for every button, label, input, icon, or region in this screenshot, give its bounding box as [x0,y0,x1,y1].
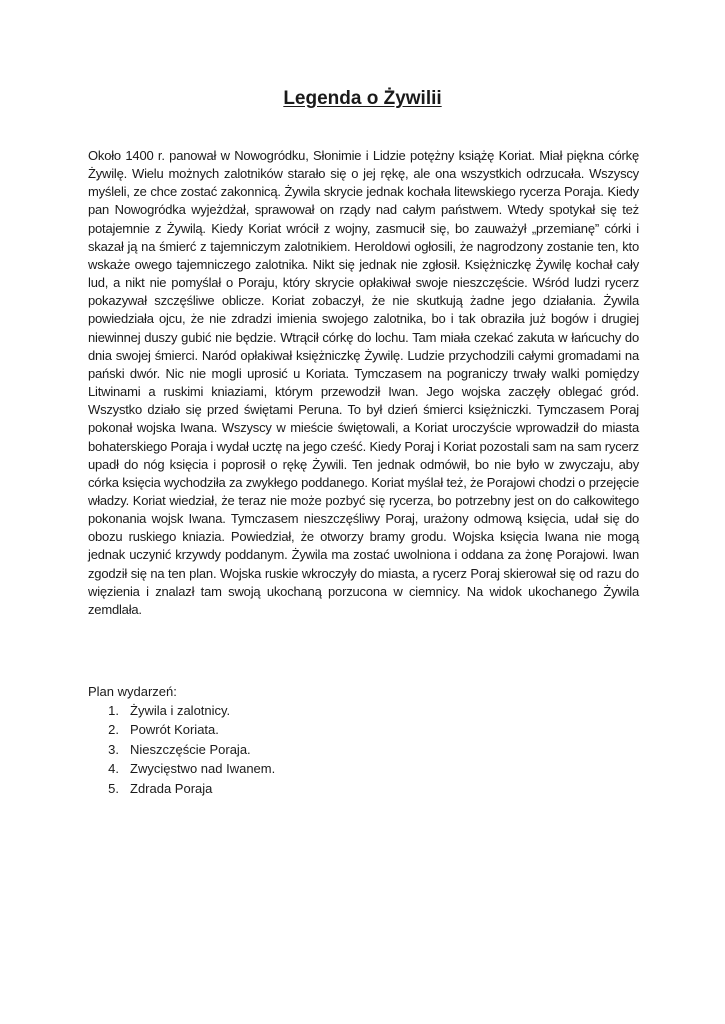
plan-list [88,701,275,798]
plan-item-number: 1. [108,703,119,718]
plan-item-text: Powrót Koriata. [130,722,219,738]
plan-item-number: 4. [108,761,119,777]
plan-item [88,740,275,759]
plan-item-text: Zdrada Poraja [130,780,213,796]
plan-item [88,701,275,720]
plan-item [88,779,275,798]
plan-item-text: Żywila i zalotnicy. [130,703,231,718]
plan-item-text: Zwycięstwo nad Iwanem. [130,761,276,777]
plan-item [88,759,275,778]
plan-heading: Plan wydarzeń: [88,684,177,699]
document-title: Legenda o Żywilii [283,88,442,109]
plan-item-number: 3. [108,741,119,757]
plan-item-number: 5. [108,780,119,796]
story-paragraph: Około 1400 r. panował w Nowogródku, Słonimie i Lidzie potężny książę Koriat. Miał piękna córkę Żywilę. Wielu możnych zalotników starało się o jej rękę, ale ona wszystkich odrzucała. Wszyscy myśleli, ze chce zostać zakonnicą. Żywila skrycie jednak kochała litewskiego rycerza Poraja. Kiedy pan Nowogródka wyjeżdżał, sprawował on rządy nad całym państwem. Wtedy spotykał się też potajemnie z Żywilą. Kiedy Koriat wrócił z wojny, zasmucił się, bo zauważył „przemianę” córki i skazał ją na śmierć z tajemniczym zalotnikiem. Heroldowi ogłosili, że nagrodzony zostanie ten, kto wskaże owego tajemniczego zalotnika. Nikt się jednak nie zgłosił. Księżniczkę Żywilę kochał cały lud, a nikt nie pomyślał o Poraju, który skrycie opłakiwał swoje nieszczęście. Wśród ludzi rycerz pokazywał szczęśliwe oblicze. Koriat zobaczył, że nie skutkują żadne jego działania. Żywila powiedziała ojcu, że nie zdradzi imienia swojego zalotnika, bo i tak obraziła już bogów i drugiej niewinnej duszy gubić nie będzie. Wtrącił córkę do lochu. Tam miała czekać zakuta w łańcuchy do dnia swojej śmierci. Naród opłakiwał księżniczkę Żywilę. Ludzie przychodzili całymi gromadami na pański dwór. Nic nie mogli uprosić u Koriata. Tymczasem na pograniczy trwały walki pomiędzy Litwinami a ruskimi kniaziami, którym przewodził Iwan. Jego wojska zaczęły oblegać gród. Wszystko działo się przed świętami Peruna. To był dzień śmierci księżniczki. Tymczasem Poraj pokonał wojska Iwana. Wszyscy w mieście świętowali, a Koriat uroczyście wprowadził do miasta bohaterskiego Poraja i wydał ucztę na jego cześć. Kiedy Poraj i Koriat pozostali sam na sam rycerz upadł do nóg księcia i poprosił o rękę Żywili. Ten jednak odmówił, bo nie było w zwyczaju, aby córka księcia wychodziła za zwykłego poddanego. Koriat myślał też, że Porajowi chodzi o przejęcie władzy. Koriat wiedział, że teraz nie może pozbyć się rycerza, bo potrzebny jest on do całkowitego pokonania wojsk Iwana. Tymczasem nieszczęśliwy Poraj, urażony odmową księcia, udał się do obozu ruskiego kniazia. Powiedział, że otworzy bramy grodu. Wojska księcia Iwana nie mogą jednak uczynić krzywdy poddanym. Żywila ma zostać uwolniona i oddana za żonę Porajowi. Iwan zgodził się na ten plan. Wojska ruskie wkroczyły do miasta, a rycerz Poraj skierował się od razu do więzienia i znalazł tam swoją ukochaną porzucona w ciemnicy. Na widok ukochanego Żywila zemdlała. [88,148,639,617]
plan-item-number: 2. [108,722,119,738]
plan-item [88,720,275,739]
plan-item-text: Nieszczęście Poraja. [130,741,251,757]
